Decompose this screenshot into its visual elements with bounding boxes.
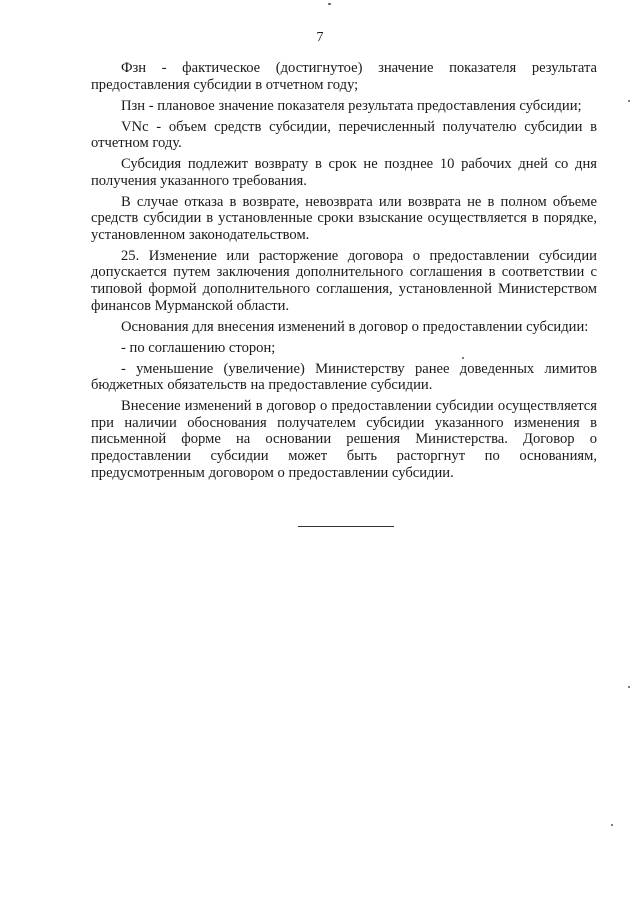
paragraph-refund-deadline: Субсидия подлежит возврату в срок не позднее 10 рабочих дней со дня получения указанного требования. bbox=[91, 156, 597, 189]
list-item-limit-change: - уменьшение (увеличение) Министерству ранее доведенных лимитов бюджетных обязательств на предоставление субсидии. bbox=[91, 360, 597, 394]
end-divider bbox=[298, 526, 394, 527]
paragraph-recovery: В случае отказа в возврате, невозврата или возврата не в полном объеме средств субсидии в установленные сроки взыскание осуществляется в порядке, установленном законодательством. bbox=[91, 193, 597, 243]
paragraph-grounds-heading: Основания для внесения изменений в договор о предоставлении субсидии: bbox=[121, 318, 589, 335]
scan-speck bbox=[462, 357, 464, 359]
paragraph-vnc-definition: VNc - объем средств субсидии, перечисленный получателю субсидии в отчетном году. bbox=[91, 118, 597, 152]
scan-speck bbox=[628, 686, 630, 688]
list-item-mutual-agreement: - по соглашению сторон; bbox=[121, 339, 276, 356]
paragraph-clause-25: 25. Изменение или расторжение договора о предоставлении субсидии допускается путем заключения дополнительного соглашения в соответствии с типовой формой дополнительного соглашения, установленной Министерством финансов Мурманской области. bbox=[91, 247, 597, 314]
scan-speck bbox=[628, 100, 630, 102]
scan-speck bbox=[328, 3, 331, 5]
scan-speck bbox=[611, 824, 613, 826]
document-body bbox=[91, 60, 597, 481]
paragraph-pzn-definition: Пзн - плановое значение показателя результата предоставления субсидии; bbox=[121, 97, 582, 114]
paragraph-amendment-procedure: Внесение изменений в договор о предоставлении субсидии осуществляется при наличии обоснования получателем субсидии указанного изменения в письменной форме на основании решения Министерства. Договор о предоставлении субсидии может быть расторгнут по основаниям, предусмотренным договором о предоставлении субсидии. bbox=[91, 398, 597, 481]
paragraph-fzn-definition: Фзн - фактическое (достигнутое) значение показателя результата предоставления субсидии в отчетном году; bbox=[91, 60, 597, 93]
page-number: 7 bbox=[316, 30, 324, 45]
